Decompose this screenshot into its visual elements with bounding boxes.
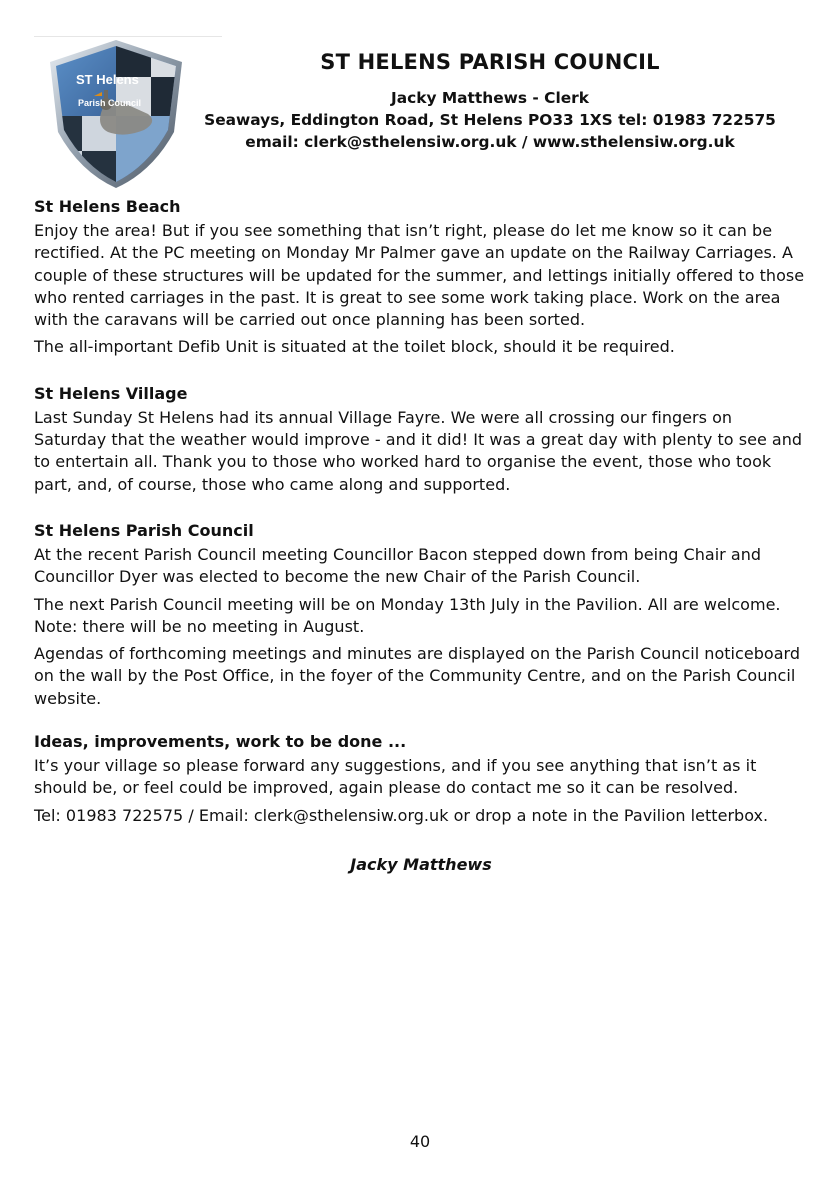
top-rule (34, 36, 222, 37)
section-title: St Helens Beach (34, 197, 181, 216)
signoff-signature: Jacky Matthews (350, 854, 492, 874)
section-title: St Helens Village (34, 383, 188, 403)
paragraph: Last Sunday St Helens had its annual Village Fayre. We were all crossing our fingers on Saturday that the weather would improve - and it did! It was a great day with plenty to see and to entertain all. Thank you to those who worked hard to organise the event, those who took part, and, of course, those who came along and supported. (34, 407, 803, 494)
letterhead (190, 50, 790, 153)
paragraph: At the recent Parish Council meeting Councillor Bacon stepped down from being Chair and Councillor Dyer was elected to become the new Chair of the Parish Council. (34, 544, 762, 587)
section-ideas (34, 731, 808, 827)
parish-council-shield-logo (48, 38, 184, 188)
logo-text-line1: ST Helens (76, 72, 139, 87)
council-title: ST HELENS PARISH COUNCIL (320, 50, 660, 74)
logo-text-line2: Parish Council (78, 98, 142, 108)
paragraph: Enjoy the area! But if you see something that isn’t right, please do let me know so it can be rectified. At the PC meeting on Monday Mr Palmer gave an update on the Railway Carriages. A couple of these structures will be updated for the summer, and lettings initially offered to those who rented carriages in the past. It is great to see some work taking place. Work on the area with the caravans will be carried out once planning has been sorted. (34, 221, 805, 330)
paragraph: It’s your village so please forward any suggestions, and if you see anything that isn’t as it should be, or feel could be improved, again please do contact me so it can be resolved. (34, 756, 757, 798)
contact-line: email: clerk@sthelensiw.org.uk / www.sthelensiw.org.uk (245, 133, 735, 151)
section-parish-council (34, 520, 808, 710)
section-title: St Helens Parish Council (34, 520, 254, 540)
paragraph: Agendas of forthcoming meetings and minutes are displayed on the Parish Council noticeboard on the wall by the Post Office, in the foyer of the Community Centre, and on the Parish Council website. (34, 644, 801, 708)
page-number: 40 (409, 1132, 431, 1151)
paragraph: Tel: 01983 722575 / Email: clerk@sthelensiw.org.uk or drop a note in the Pavilion letterbox. (34, 805, 769, 825)
paragraph: The next Parish Council meeting will be on Monday 13th July in the Pavilion. All are welcome. Note: there will be no meeting in August. (34, 594, 781, 636)
paragraph: The all-important Defib Unit is situated at the toilet block, should it be required. (34, 337, 675, 357)
section-beach (34, 196, 808, 359)
newsletter-body (34, 196, 808, 874)
clerk-name: Jacky Matthews - Clerk (391, 89, 589, 107)
section-village (34, 383, 808, 496)
address-line: Seaways, Eddington Road, St Helens PO33 1XS tel: 01983 722575 (204, 111, 776, 129)
section-title: Ideas, improvements, work to be done ... (34, 732, 407, 752)
